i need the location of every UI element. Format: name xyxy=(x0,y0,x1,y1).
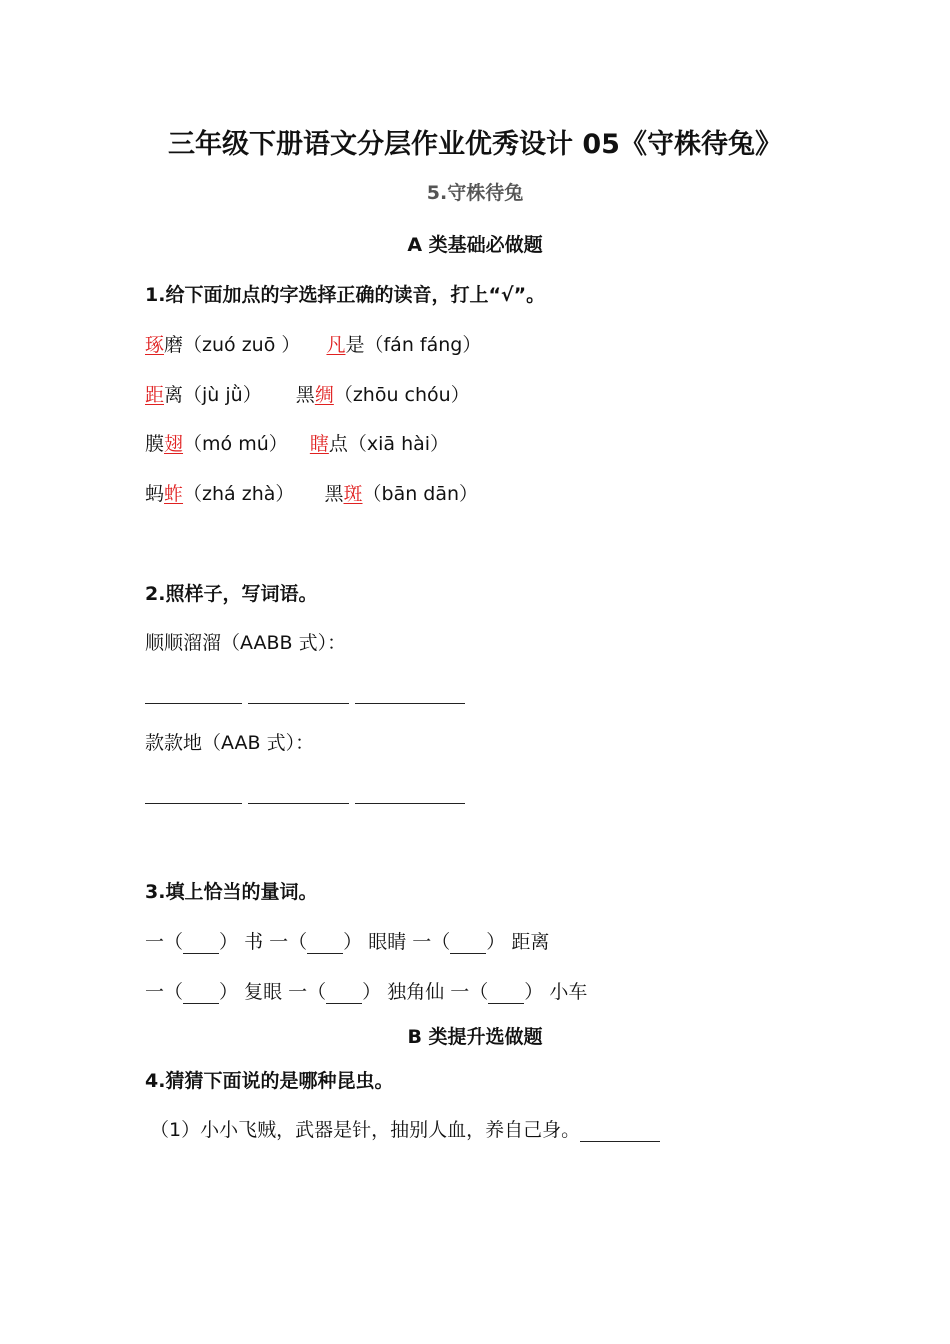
aabb-answer-lines xyxy=(145,682,465,704)
paren-open: 一（ xyxy=(145,981,184,1003)
paren-open: 一（ xyxy=(288,981,327,1003)
noun: 眼睛 xyxy=(368,931,407,953)
aab-example: 款款地（AAB 式）： xyxy=(145,732,315,754)
section-b-heading: B 类提升选做题 xyxy=(407,1026,543,1048)
measure-word-blank[interactable] xyxy=(307,933,343,954)
answer-blank[interactable] xyxy=(355,783,465,804)
q1-row-3 xyxy=(145,429,449,456)
word-prefix: 膜 xyxy=(145,433,165,455)
measure-word-blank[interactable] xyxy=(488,983,524,1004)
word-prefix: 黑 xyxy=(295,384,315,406)
paren-open: 一（ xyxy=(269,931,308,953)
paren-open: 一（ xyxy=(450,981,489,1003)
answer-blank[interactable] xyxy=(248,683,349,704)
section-a-heading: A 类基础必做题 xyxy=(407,234,543,256)
pinyin-target-char: 斑 xyxy=(343,483,363,505)
answer-blank[interactable] xyxy=(248,783,349,804)
word-prefix: 蚂 xyxy=(145,483,165,505)
question-2-prompt: 2.照样子，写词语。 xyxy=(145,583,318,605)
aabb-example: 顺顺溜溜（AABB 式）： xyxy=(145,632,347,654)
paren-open: 一（ xyxy=(412,931,451,953)
riddle-answer-blank[interactable] xyxy=(580,1121,660,1142)
pinyin-target-char: 琢 xyxy=(145,334,165,356)
noun: 距离 xyxy=(511,931,550,953)
question-4-prompt: 4.猜猜下面说的是哪种昆虫。 xyxy=(145,1070,394,1092)
paren-close: ） xyxy=(524,981,544,1003)
pinyin-target-char: 翅 xyxy=(164,433,184,455)
pinyin-target-char: 瞎 xyxy=(309,433,329,455)
noun: 小车 xyxy=(549,981,588,1003)
measure-word-blank[interactable] xyxy=(183,933,219,954)
pinyin-target-char: 距 xyxy=(145,384,165,406)
word-prefix: 黑 xyxy=(324,483,344,505)
pinyin-options: 是（fán fáng） xyxy=(345,334,482,356)
pinyin-options: （zhōu chóu） xyxy=(333,384,470,406)
pinyin-options: （zhá zhà） xyxy=(183,483,295,505)
paren-close: ） xyxy=(362,981,382,1003)
pinyin-target-char: 蚱 xyxy=(164,483,184,505)
pinyin-target-char: 绸 xyxy=(314,384,334,406)
measure-word-row-1 xyxy=(145,927,549,954)
pinyin-options: 离（jù jǜ） xyxy=(164,384,262,406)
noun: 书 xyxy=(244,931,264,953)
answer-blank[interactable] xyxy=(355,683,465,704)
measure-word-blank[interactable] xyxy=(326,983,362,1004)
measure-word-row-2 xyxy=(145,977,587,1004)
pinyin-options: （mó mú） xyxy=(183,433,288,455)
q1-row-2 xyxy=(145,380,470,407)
question-3-prompt: 3.填上恰当的量词。 xyxy=(145,881,318,903)
lesson-subtitle: 5.守株待兔 xyxy=(426,182,524,204)
measure-word-blank[interactable] xyxy=(450,933,486,954)
measure-word-blank[interactable] xyxy=(183,983,219,1004)
q1-row-4 xyxy=(145,479,478,506)
aab-answer-lines xyxy=(145,782,465,804)
pinyin-options: （bān dān） xyxy=(362,483,479,505)
paren-close: ） xyxy=(486,931,506,953)
noun: 独角仙 xyxy=(387,981,445,1003)
paren-open: 一（ xyxy=(145,931,184,953)
noun: 复眼 xyxy=(244,981,283,1003)
pinyin-options: 点（xiā hài） xyxy=(328,433,450,455)
question-1-prompt: 1.给下面加点的字选择正确的读音，打上“√”。 xyxy=(145,284,546,306)
riddle-text: （1）小小飞贼，武器是针，抽别人血，养自己身。 xyxy=(150,1119,581,1141)
q1-row-1 xyxy=(145,330,481,357)
pinyin-target-char: 凡 xyxy=(326,334,346,356)
paren-close: ） xyxy=(219,981,239,1003)
answer-blank[interactable] xyxy=(145,683,242,704)
paren-close: ） xyxy=(219,931,239,953)
page-title: 三年级下册语文分层作业优秀设计 05《守株待兔》 xyxy=(168,129,782,160)
answer-blank[interactable] xyxy=(145,783,242,804)
paren-close: ） xyxy=(343,931,363,953)
riddle-1 xyxy=(150,1115,660,1142)
pinyin-options: 磨（zuó zuō ） xyxy=(164,334,301,356)
